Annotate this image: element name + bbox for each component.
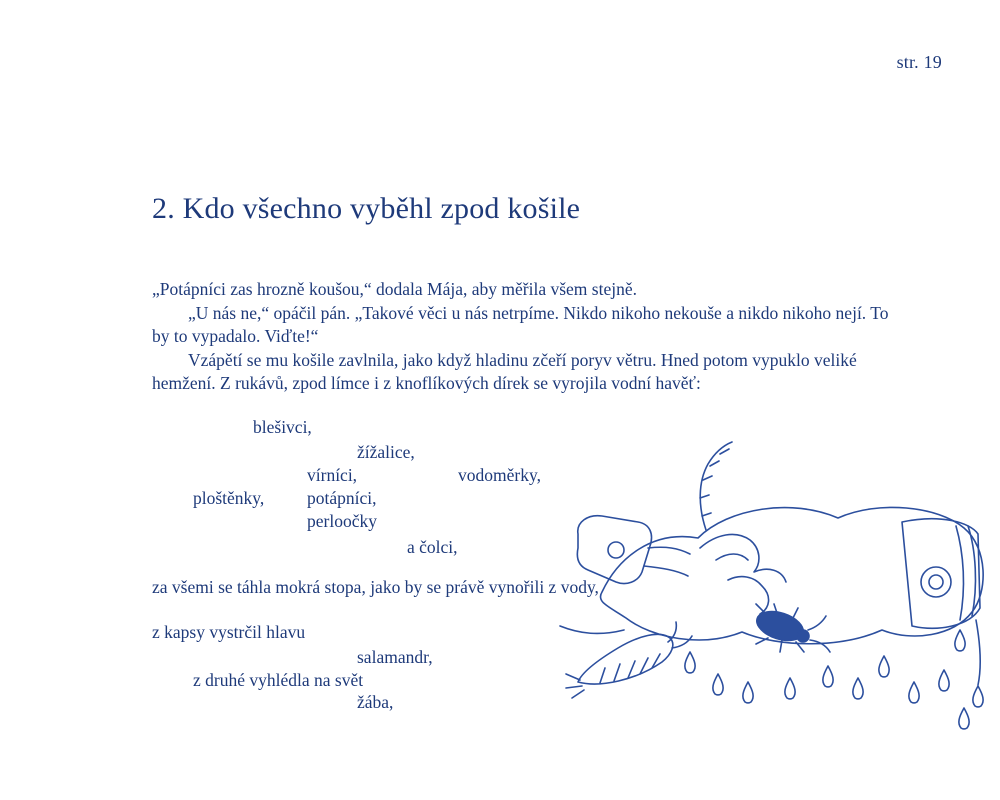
larva-antennae xyxy=(668,622,692,648)
cuff-button xyxy=(921,567,951,597)
paragraph: „U nás ne,“ opáčil pán. „Takové věci u nás netrpíme. Nikdo nikoho nekouše a nikdo nikoho nejí. To by to vypadalo. Viďte!“ xyxy=(152,302,889,346)
water-drop xyxy=(909,682,919,703)
water-drop xyxy=(853,678,863,699)
water-drop xyxy=(939,670,949,691)
water-drop xyxy=(959,708,969,729)
shirt-sleeve-illustration xyxy=(540,430,995,740)
water-drop xyxy=(685,652,695,673)
hand-lines xyxy=(700,534,786,582)
chapter-heading: 2. Kdo všechno vyběhl zpod košile xyxy=(152,192,581,225)
connector-line xyxy=(644,566,688,576)
water-drop xyxy=(823,666,833,687)
cuff-button-hole xyxy=(929,575,943,589)
page-number: str. 19 xyxy=(896,52,942,72)
antenna xyxy=(700,442,732,530)
water-drop xyxy=(973,686,983,707)
water-drop xyxy=(785,678,795,699)
cuff-fold-line xyxy=(956,526,963,620)
line-pocket-two: z druhé vyhlédla na svět xyxy=(193,670,364,690)
scatter-word-virnici: vírníci, xyxy=(307,465,358,485)
scatter-word-blesivci: blešivci, xyxy=(253,417,312,437)
beetle-antennae xyxy=(808,616,830,652)
water-drop xyxy=(743,682,753,703)
larva-body xyxy=(578,634,673,684)
water-drop xyxy=(955,630,965,651)
scatter-word-potapnici: potápníci, xyxy=(307,488,377,508)
beetle-head xyxy=(797,630,809,642)
line-pocket-one: z kapsy vystrčil hlavu xyxy=(152,622,306,642)
cuff-left xyxy=(577,516,651,584)
scatter-word-a-colci: a čolci, xyxy=(407,537,458,557)
antenna-segments xyxy=(700,449,729,516)
paragraph: „Potápníci zas hrozně koušou,“ dodala Mája, aby měřila všem stejně. xyxy=(152,279,637,299)
line-frog: žába, xyxy=(357,692,394,712)
scatter-word-plostenky: ploštěnky, xyxy=(193,488,265,508)
cuff-right xyxy=(902,519,980,628)
water-drop xyxy=(879,656,889,677)
hand-lines xyxy=(716,554,748,560)
scatter-word-vodomerky: vodoměrky, xyxy=(458,465,541,485)
body-text xyxy=(152,278,900,396)
paragraph: Vzápětí se mu košile zavlnila, jako když hladinu zčeří poryv větru. Hned potom vypuklo veliké hemžení. Z rukávů, zpod límce i z knoflíkových dírek se vyrojila vodní havěť: xyxy=(152,349,857,393)
hand-lines xyxy=(728,577,769,614)
sleeve-edge-wave xyxy=(560,626,624,633)
water-drop xyxy=(713,674,723,695)
scatter-word-zizalice: žížalice, xyxy=(357,442,415,462)
left-button xyxy=(608,542,624,558)
water-drip-trail xyxy=(976,620,980,685)
connector-line xyxy=(648,547,690,554)
scatter-word-perloocky: perloočky xyxy=(307,511,377,531)
line-salamander: salamandr, xyxy=(357,647,433,667)
line-wet-trail: za všemi se táhla mokrá stopa, jako by se právě vynořili z vody, xyxy=(152,577,599,597)
